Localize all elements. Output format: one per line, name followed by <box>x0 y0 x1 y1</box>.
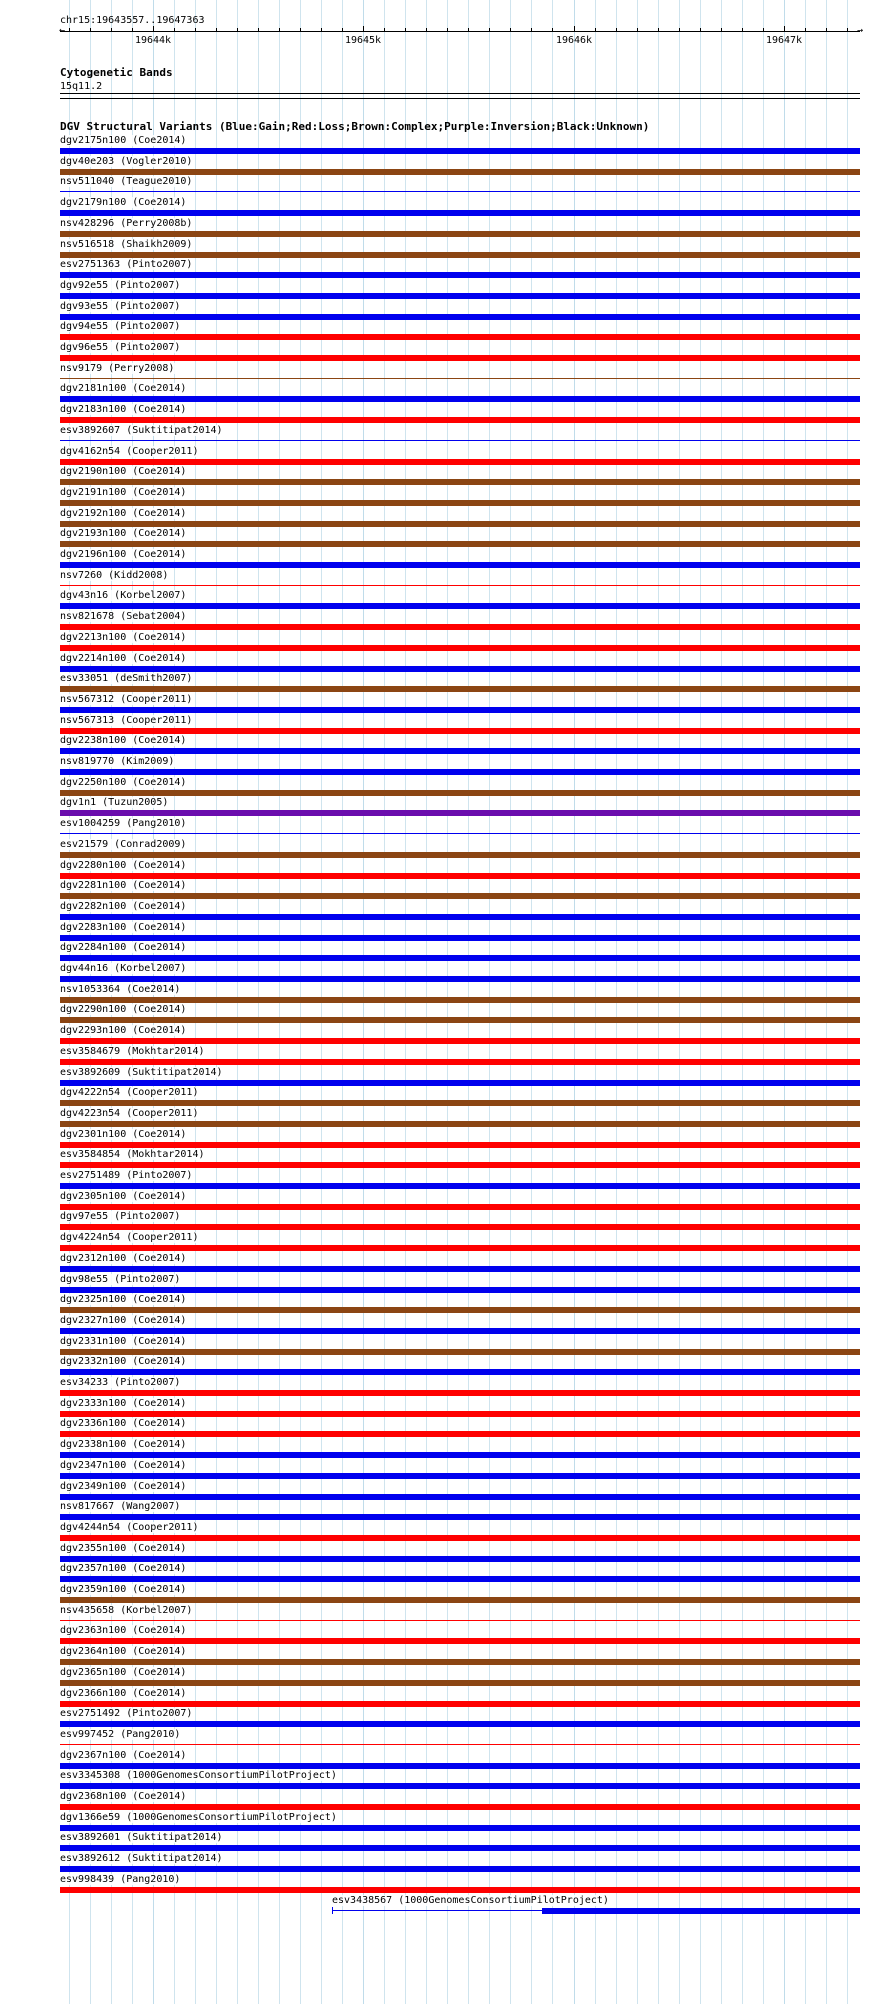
variant-bar[interactable] <box>60 873 860 879</box>
variant-bar[interactable] <box>60 1680 860 1686</box>
ruler-minor-tick <box>279 28 280 32</box>
dgv-track-title: DGV Structural Variants (Blue:Gain;Red:Loss;Brown:Complex;Purple:Inversion;Black:Unknown) <box>60 120 650 133</box>
variant-label[interactable]: dgv4162n54 (Cooper2011) <box>60 445 199 457</box>
variant-label[interactable]: dgv94e55 (Pinto2007) <box>60 321 181 333</box>
variant-bar[interactable] <box>60 1701 860 1707</box>
variant-label[interactable]: dgv2336n100 (Coe2014) <box>60 1418 187 1430</box>
region-label: chr15:19643557..19647363 <box>60 15 205 26</box>
variant-label[interactable]: dgv1n1 (Tuzun2005) <box>60 797 169 809</box>
variant-bar[interactable] <box>60 1804 860 1810</box>
variant-bar[interactable] <box>60 1866 860 1872</box>
variant-thin-segment[interactable] <box>332 1910 542 1911</box>
variant-bar[interactable] <box>60 1783 860 1789</box>
variant-label[interactable]: nsv1053364 (Coe2014) <box>60 983 181 995</box>
variant-label[interactable]: dgv2367n100 (Coe2014) <box>60 1749 187 1761</box>
variant-label[interactable]: dgv2368n100 (Coe2014) <box>60 1791 187 1802</box>
variant-bar[interactable] <box>60 191 860 192</box>
ruler-minor-tick <box>763 28 764 32</box>
variant-bar[interactable] <box>60 417 860 423</box>
ruler-minor-tick <box>300 28 301 32</box>
variant-label[interactable]: dgv93e55 (Pinto2007) <box>60 300 181 312</box>
variant-bar[interactable] <box>60 479 860 485</box>
variant-label[interactable]: dgv2214n100 (Coe2014) <box>60 652 187 664</box>
variant-bar[interactable] <box>60 1017 860 1023</box>
variant-bar[interactable] <box>60 272 860 278</box>
variant-label[interactable]: dgv2181n100 (Coe2014) <box>60 383 187 395</box>
variant-bar[interactable] <box>60 1825 860 1831</box>
ruler-minor-tick <box>468 28 469 32</box>
variant-label[interactable]: dgv2293n100 (Coe2014) <box>60 1025 187 1037</box>
variant-start-tick <box>332 1907 333 1914</box>
variant-label[interactable]: dgv2301n100 (Coe2014) <box>60 1128 187 1140</box>
variant-bar[interactable] <box>60 1721 860 1727</box>
variant-label[interactable]: dgv2312n100 (Coe2014) <box>60 1252 187 1264</box>
variant-label[interactable]: dgv44n16 (Korbel2007) <box>60 963 187 974</box>
ruler-major-tick <box>784 26 785 32</box>
variant-label[interactable]: esv2751489 (Pinto2007) <box>60 1170 193 1181</box>
ruler-minor-tick <box>195 28 196 32</box>
cytoband-label: 15q11.2 <box>60 81 103 92</box>
variant-bar[interactable] <box>60 728 860 734</box>
variant-bar[interactable] <box>60 1121 860 1127</box>
variant-bar[interactable] <box>60 1514 860 1520</box>
variant-label[interactable]: dgv2183n100 (Coe2014) <box>60 404 187 416</box>
variant-bar[interactable] <box>60 1535 860 1541</box>
ruler-tick-label: 19645k <box>344 35 382 46</box>
variant-bar[interactable] <box>60 833 860 834</box>
ruler-minor-tick <box>90 28 91 32</box>
ruler-minor-tick <box>637 28 638 32</box>
variant-bar[interactable] <box>60 252 860 258</box>
variant-label[interactable]: nsv567312 (Cooper2011) <box>60 693 193 705</box>
ruler-minor-tick <box>826 28 827 32</box>
variant-label[interactable]: dgv40e203 (Vogler2010) <box>60 155 193 167</box>
ruler-minor-tick <box>742 28 743 32</box>
variant-label[interactable]: dgv92e55 (Pinto2007) <box>60 279 181 291</box>
variant-bar[interactable] <box>60 748 860 754</box>
variant-label[interactable]: dgv2338n100 (Coe2014) <box>60 1439 187 1451</box>
ruler-major-tick <box>153 26 154 32</box>
ruler-minor-tick <box>174 28 175 32</box>
variant-bar[interactable] <box>60 707 860 713</box>
ruler-minor-tick <box>700 28 701 32</box>
variant-bar[interactable] <box>60 1142 860 1148</box>
variant-label[interactable]: dgv2290n100 (Coe2014) <box>60 1004 187 1016</box>
variant-bar[interactable] <box>60 1620 860 1621</box>
variant-label[interactable]: dgv98e55 (Pinto2007) <box>60 1273 181 1285</box>
variant-label[interactable]: dgv2363n100 (Coe2014) <box>60 1625 187 1637</box>
variant-bar[interactable] <box>60 955 860 961</box>
variant-label[interactable]: nsv511040 (Teague2010) <box>60 176 193 188</box>
variant-bar[interactable] <box>60 769 860 775</box>
variant-label[interactable]: dgv2196n100 (Coe2014) <box>60 549 187 560</box>
variant-label[interactable]: dgv2190n100 (Coe2014) <box>60 466 187 478</box>
variant-bar[interactable] <box>60 1431 860 1437</box>
variant-label[interactable]: esv997452 (Pang2010) <box>60 1728 181 1740</box>
ruler-minor-tick <box>721 28 722 32</box>
ruler-minor-tick <box>384 28 385 32</box>
variant-label[interactable]: esv1004259 (Pang2010) <box>60 818 187 830</box>
variant-bar[interactable] <box>60 1494 860 1500</box>
variant-bar[interactable] <box>60 334 860 340</box>
variant-bar[interactable] <box>60 1576 860 1582</box>
ruler-minor-tick <box>510 28 511 32</box>
variant-bar[interactable] <box>60 997 860 1003</box>
variant-label[interactable]: dgv97e55 (Pinto2007) <box>60 1211 181 1223</box>
variant-bar[interactable] <box>60 1162 860 1168</box>
variant-label[interactable]: dgv2281n100 (Coe2014) <box>60 880 187 892</box>
variant-label[interactable]: dgv2179n100 (Coe2014) <box>60 197 187 209</box>
variant-label[interactable]: nsv817667 (Wang2007) <box>60 1501 181 1513</box>
variant-bar[interactable] <box>60 1204 860 1210</box>
variant-bar[interactable] <box>60 521 860 527</box>
variant-label[interactable]: nsv9179 (Perry2008) <box>60 362 175 374</box>
variant-bar[interactable] <box>60 1473 860 1479</box>
variant-bar[interactable] <box>60 169 860 175</box>
ruler-minor-tick <box>216 28 217 32</box>
variant-label[interactable]: esv3584679 (Mokhtar2014) <box>60 1045 205 1057</box>
variant-label[interactable]: dgv4222n54 (Cooper2011) <box>60 1087 199 1099</box>
variant-bar[interactable] <box>60 1287 860 1293</box>
ruler-minor-tick <box>552 28 553 32</box>
variant-bar[interactable] <box>60 314 860 320</box>
variant-label[interactable]: dgv2175n100 (Coe2014) <box>60 135 187 146</box>
variant-label[interactable]: nsv819770 (Kim2009) <box>60 756 175 767</box>
variant-bar[interactable] <box>60 666 860 672</box>
ruler-minor-tick <box>258 28 259 32</box>
variant-label[interactable]: esv3438567 (1000GenomesConsortiumPilotProject) <box>332 1894 609 1906</box>
ruler-minor-tick <box>658 28 659 32</box>
variant-bar[interactable] <box>60 1411 860 1417</box>
variant-bar[interactable] <box>60 1224 860 1230</box>
variant-label[interactable]: esv33051 (deSmith2007) <box>60 673 193 685</box>
ruler-minor-tick <box>616 28 617 32</box>
variant-bar[interactable] <box>60 231 860 237</box>
variant-bar[interactable] <box>60 645 860 651</box>
variant-label[interactable]: dgv4223n54 (Cooper2011) <box>60 1107 199 1119</box>
variant-label[interactable]: dgv2365n100 (Coe2014) <box>60 1666 187 1678</box>
ruler-minor-tick <box>132 28 133 32</box>
variant-bar[interactable] <box>60 148 860 154</box>
variant-bar[interactable] <box>60 459 860 465</box>
variant-bar[interactable] <box>542 1908 860 1914</box>
variant-label[interactable]: dgv1366e59 (1000GenomesConsortiumPilotProject) <box>60 1811 337 1823</box>
variant-bar[interactable] <box>60 624 860 630</box>
ruler-minor-tick <box>405 28 406 32</box>
variant-label[interactable]: dgv2191n100 (Coe2014) <box>60 486 187 498</box>
variant-label[interactable]: dgv2305n100 (Coe2014) <box>60 1190 187 1202</box>
ruler-minor-tick <box>805 28 806 32</box>
variant-bar[interactable] <box>60 1845 860 1851</box>
variant-label[interactable]: dgv2280n100 (Coe2014) <box>60 859 187 871</box>
variant-bar[interactable] <box>60 1638 860 1644</box>
ruler-major-tick <box>363 26 364 32</box>
variant-label[interactable]: nsv516518 (Shaikh2009) <box>60 238 193 250</box>
variant-label[interactable]: esv3584854 (Mokhtar2014) <box>60 1149 205 1161</box>
ruler-left-arrow: ← <box>59 25 66 36</box>
variant-label[interactable]: dgv2192n100 (Coe2014) <box>60 507 187 519</box>
variant-bar[interactable] <box>60 1556 860 1562</box>
variant-label[interactable]: dgv4224n54 (Cooper2011) <box>60 1232 199 1244</box>
variant-label[interactable]: esv3892601 (Suktitipat2014) <box>60 1832 223 1844</box>
variant-bar[interactable] <box>60 686 860 692</box>
variant-bar[interactable] <box>60 1307 860 1313</box>
variant-label[interactable]: dgv2238n100 (Coe2014) <box>60 735 187 747</box>
ruler-minor-tick <box>847 28 848 32</box>
variant-bar[interactable] <box>60 1763 860 1769</box>
cytoband-line-1 <box>60 93 860 94</box>
variant-bar[interactable] <box>60 810 860 816</box>
variant-bar[interactable] <box>60 1390 860 1396</box>
variant-bar[interactable] <box>60 1887 860 1893</box>
variant-label[interactable]: dgv43n16 (Korbel2007) <box>60 590 187 602</box>
ruler-tick-label: 19644k <box>134 35 172 46</box>
ruler-minor-tick <box>531 28 532 32</box>
ruler-major-tick <box>574 26 575 32</box>
ruler-minor-tick <box>447 28 448 32</box>
variant-label[interactable]: esv2751363 (Pinto2007) <box>60 259 193 271</box>
variant-label[interactable]: esv3892607 (Suktitipat2014) <box>60 424 223 436</box>
variant-label[interactable]: dgv2250n100 (Coe2014) <box>60 776 187 788</box>
variant-bar[interactable] <box>60 1452 860 1458</box>
variant-label[interactable]: esv2751492 (Pinto2007) <box>60 1708 193 1720</box>
variant-bar[interactable] <box>60 1245 860 1251</box>
variant-label[interactable]: dgv2331n100 (Coe2014) <box>60 1335 187 1347</box>
variant-label[interactable]: dgv2282n100 (Coe2014) <box>60 900 187 912</box>
variant-bar[interactable] <box>60 355 860 361</box>
variant-bar[interactable] <box>60 293 860 299</box>
ruler-minor-tick <box>595 28 596 32</box>
ruler-minor-tick <box>679 28 680 32</box>
variant-label[interactable]: dgv2213n100 (Coe2014) <box>60 631 187 643</box>
variant-label[interactable]: dgv2359n100 (Coe2014) <box>60 1584 187 1595</box>
variant-label[interactable]: dgv2364n100 (Coe2014) <box>60 1646 187 1658</box>
variant-label[interactable]: dgv2349n100 (Coe2014) <box>60 1480 187 1492</box>
variant-label[interactable]: nsv567313 (Cooper2011) <box>60 714 193 726</box>
variant-label[interactable]: nsv7260 (Kidd2008) <box>60 569 169 581</box>
cytoband-line-2 <box>60 98 860 99</box>
variant-label[interactable]: esv34233 (Pinto2007) <box>60 1377 181 1388</box>
variant-bar[interactable] <box>60 440 860 441</box>
ruler-tick-label: 19647k <box>765 35 803 46</box>
variant-label[interactable]: nsv821678 (Sebat2004) <box>60 611 187 623</box>
variant-bar[interactable] <box>60 585 860 586</box>
variant-bar[interactable] <box>60 210 860 216</box>
variant-bar[interactable] <box>60 935 860 941</box>
variant-bar[interactable] <box>60 1038 860 1044</box>
ruler-minor-tick <box>69 28 70 32</box>
variant-bar[interactable] <box>60 852 860 858</box>
variant-label[interactable]: dgv2347n100 (Coe2014) <box>60 1459 187 1471</box>
variant-label[interactable]: dgv2355n100 (Coe2014) <box>60 1542 187 1554</box>
variant-bar[interactable] <box>60 500 860 506</box>
variant-bar[interactable] <box>60 1059 860 1065</box>
ruler-tick-label: 19646k <box>555 35 593 46</box>
variant-label[interactable]: dgv2325n100 (Coe2014) <box>60 1294 187 1306</box>
variant-label[interactable]: dgv2366n100 (Coe2014) <box>60 1687 187 1699</box>
variant-bar[interactable] <box>60 396 860 402</box>
variant-bar[interactable] <box>60 562 860 568</box>
variant-label[interactable]: dgv2357n100 (Coe2014) <box>60 1563 187 1575</box>
variant-label[interactable]: dgv2284n100 (Coe2014) <box>60 942 187 954</box>
variant-label[interactable]: dgv2333n100 (Coe2014) <box>60 1397 187 1409</box>
ruler-minor-tick <box>321 28 322 32</box>
variant-bar[interactable] <box>60 976 860 982</box>
variant-label[interactable]: dgv2332n100 (Coe2014) <box>60 1356 187 1368</box>
variant-bar[interactable] <box>60 1266 860 1272</box>
ruler-minor-tick <box>489 28 490 32</box>
variant-label[interactable]: dgv2193n100 (Coe2014) <box>60 528 187 540</box>
variant-bar[interactable] <box>60 1100 860 1106</box>
variant-bar[interactable] <box>60 914 860 920</box>
variant-label[interactable]: dgv4244n54 (Cooper2011) <box>60 1521 199 1533</box>
cytoband-track-title: Cytogenetic Bands <box>60 66 173 79</box>
variant-label[interactable]: esv998439 (Pang2010) <box>60 1873 181 1885</box>
variant-bar[interactable] <box>60 1597 860 1603</box>
variant-label[interactable]: nsv435658 (Korbel2007) <box>60 1604 193 1616</box>
ruler-axis <box>60 31 860 32</box>
variant-label[interactable]: esv3345308 (1000GenomesConsortiumPilotProject) <box>60 1770 337 1782</box>
variant-bar[interactable] <box>60 1659 860 1665</box>
variant-bar[interactable] <box>60 893 860 899</box>
ruler-minor-tick <box>426 28 427 32</box>
variant-bar[interactable] <box>60 1328 860 1334</box>
variant-label[interactable]: dgv2327n100 (Coe2014) <box>60 1314 187 1326</box>
variant-bar[interactable] <box>60 1744 860 1745</box>
variant-label[interactable]: dgv2283n100 (Coe2014) <box>60 921 187 933</box>
variant-label[interactable]: esv21579 (Conrad2009) <box>60 838 187 850</box>
variant-bar[interactable] <box>60 1080 860 1086</box>
variant-label[interactable]: esv3892612 (Suktitipat2014) <box>60 1853 223 1865</box>
variant-label[interactable]: dgv96e55 (Pinto2007) <box>60 342 181 353</box>
variant-label[interactable]: nsv428296 (Perry2008b) <box>60 217 193 229</box>
ruler-right-arrow: → <box>857 25 864 36</box>
ruler-minor-tick <box>342 28 343 32</box>
variant-bar[interactable] <box>60 541 860 547</box>
ruler-minor-tick <box>111 28 112 32</box>
variant-bar[interactable] <box>60 1369 860 1375</box>
variant-label[interactable]: esv3892609 (Suktitipat2014) <box>60 1066 223 1078</box>
variant-bar[interactable] <box>60 1349 860 1355</box>
variant-bar[interactable] <box>60 1183 860 1189</box>
ruler-minor-tick <box>237 28 238 32</box>
variant-bar[interactable] <box>60 603 860 609</box>
variant-bar[interactable] <box>60 378 860 379</box>
variant-bar[interactable] <box>60 790 860 796</box>
